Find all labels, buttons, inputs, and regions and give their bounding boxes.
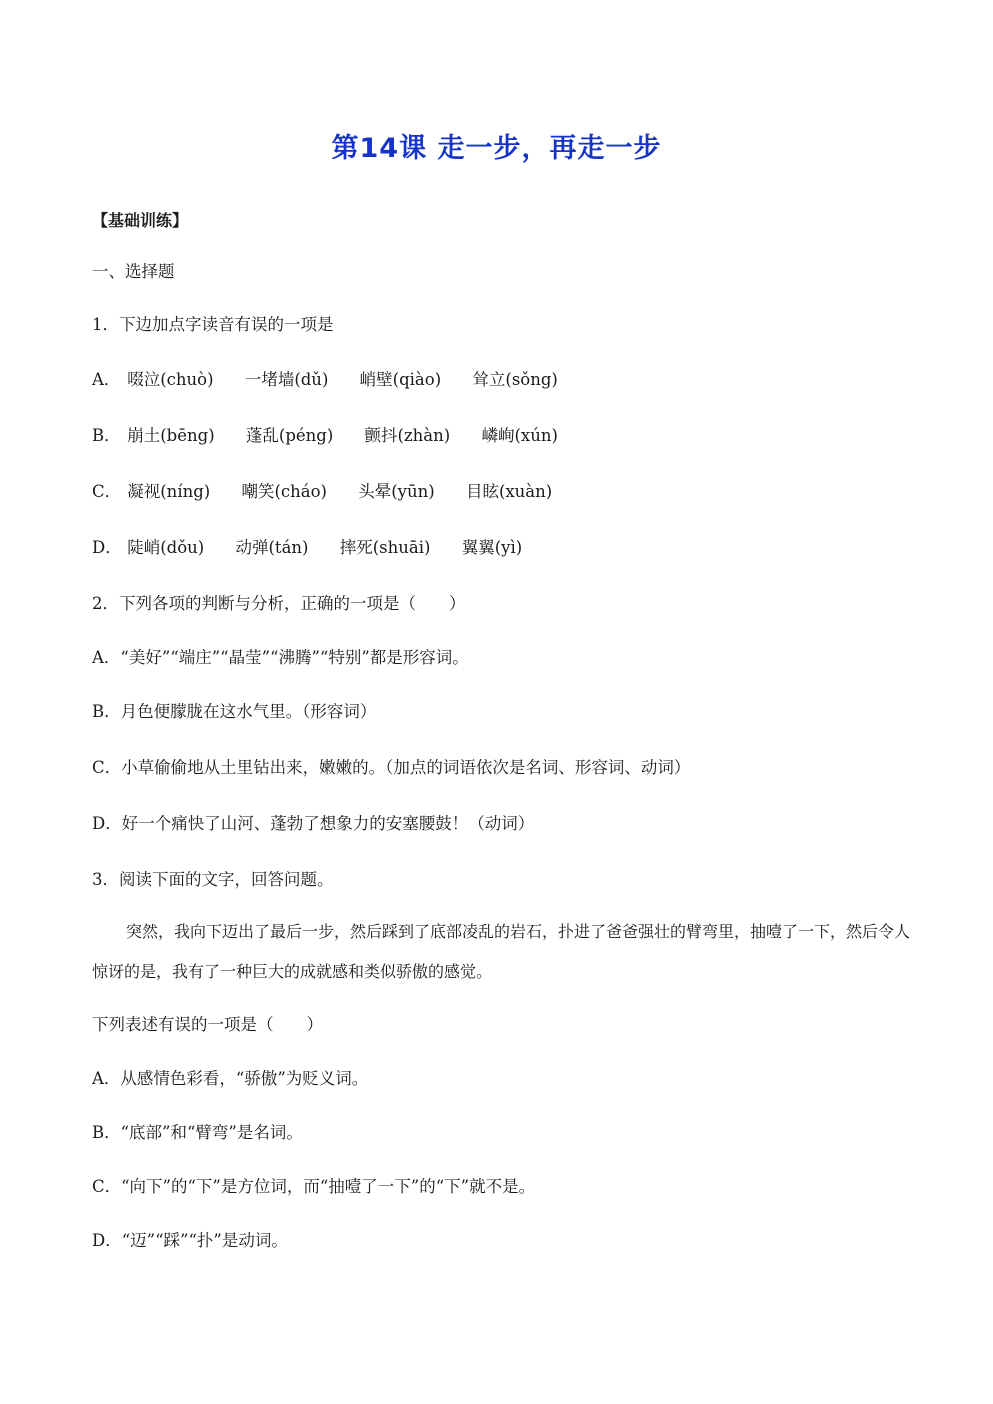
q2-stem: 2．下列各项的判断与分析，正确的一项是（ ）	[92, 594, 466, 613]
option-word: 耸立(sǒng)	[472, 370, 558, 389]
q2-option-d: D．好一个痛快了山河、蓬勃了想象力的安塞腰鼓！（动词）	[92, 814, 535, 833]
option-word: 峭壁(qiào)	[359, 370, 442, 389]
q3-option-c: C．“向下”的“下”是方位词，而“抽噎了一下”的“下”就不是。	[92, 1177, 536, 1196]
option-word: 动弹(tán)	[235, 538, 309, 557]
option-word: 陡峭(dǒu)	[127, 538, 205, 557]
q3-option-b: B．“底部”和“臂弯”是名词。	[92, 1123, 303, 1142]
option-label: C．	[92, 482, 122, 501]
option-word: 头晕(yūn)	[358, 482, 435, 501]
q2-option-b: B．月色便朦胧在这水气里。（形容词）	[92, 702, 377, 721]
q1-option-b	[92, 424, 584, 448]
option-word: 颤抖(zhàn)	[364, 426, 451, 445]
q1-option-d	[92, 536, 548, 560]
option-label: B．	[92, 426, 121, 445]
q3-sub-stem: 下列表述有误的一项是（ ）	[92, 1015, 323, 1034]
option-word: 嶙峋(xún)	[481, 426, 558, 445]
option-label: A．	[92, 370, 121, 389]
option-label: D．	[92, 538, 122, 557]
q1-option-a	[92, 368, 584, 392]
section-heading: 【基础训练】	[92, 211, 189, 230]
option-word: 凝视(níng)	[127, 482, 211, 501]
option-word: 蓬乱(péng)	[245, 426, 334, 445]
option-word: 崩土(bēng)	[127, 426, 215, 445]
option-word: 一堵墙(dǔ)	[244, 370, 329, 389]
q3-option-a: A．从感情色彩看，“骄傲”为贬义词。	[92, 1069, 369, 1088]
option-word: 摔死(shuāi)	[339, 538, 431, 557]
q1-option-c	[92, 480, 578, 504]
option-word: 嘲笑(cháo)	[241, 482, 327, 501]
option-word: 目眩(xuàn)	[465, 482, 553, 501]
part-heading: 一、选择题	[92, 262, 175, 281]
q3-stem: 3．阅读下面的文字，回答问题。	[92, 870, 334, 889]
q2-option-a: A．“美好”“端庄”“晶莹”“沸腾”“特别”都是形容词。	[92, 648, 469, 667]
option-word: 翼翼(yì)	[461, 538, 523, 557]
option-word: 啜泣(chuò)	[127, 370, 214, 389]
q2-option-c: C．小草偷偷地从土里钻出来，嫩嫩的。（加点的词语依次是名词、形容词、动词）	[92, 758, 691, 777]
reading-passage: 突然，我向下迈出了最后一步，然后踩到了底部凌乱的岩石，扑进了爸爸强壮的臂弯里，抽噎了一下，然后令人惊讶的是，我有了一种巨大的成就感和类似骄傲的感觉。	[92, 922, 911, 981]
q3-option-d: D．“迈”“踩”“扑”是动词。	[92, 1231, 288, 1250]
page-title: 第14课 走一步，再走一步	[331, 133, 662, 164]
q1-stem: 1．下边加点字读音有误的一项是	[92, 315, 334, 334]
